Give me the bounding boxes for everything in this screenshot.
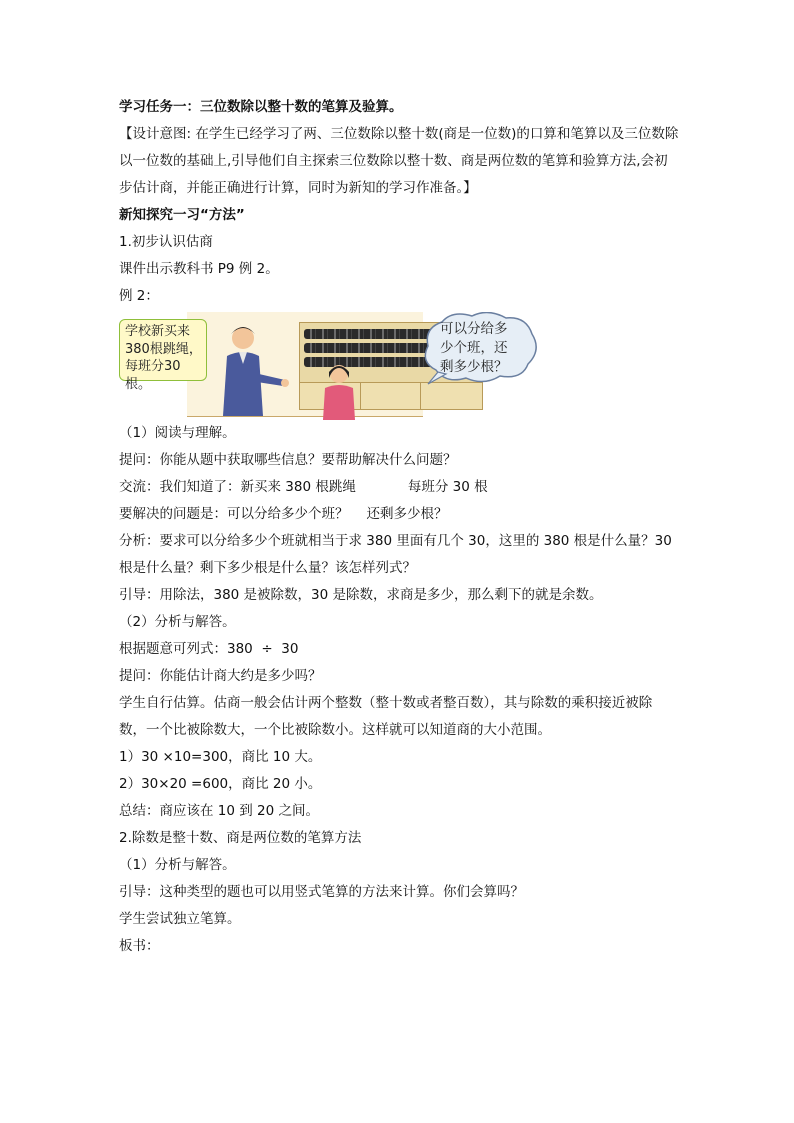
task-title: 学习任务一：三位数除以整十数的笔算及验算。 [119,99,403,115]
exchange-line [119,474,679,501]
board-label: 板书： [119,938,160,954]
problem-line [119,501,679,528]
estimate-step2: 2）30×20 =600，商比 20 小。 [119,776,322,792]
right-bubble-line: 少个班，还 [440,340,508,356]
item2-title: 2.除数是整十数、商是两位数的笔算方法 [119,830,362,846]
document-page [119,94,679,960]
classroom-scene [187,312,423,417]
item1-title: 1.初步认识估商 [119,234,213,250]
guide2: 引导：这种类型的题也可以用竖式笔算的方法来计算。你们会算吗？ [119,884,524,900]
right-thought-bubble [422,312,540,386]
exchange-part2: 每班分 30 根 [407,479,488,495]
step2-heading: （2）分析与解答。 [119,614,236,630]
problem-part2: 还剩多少根？ [366,506,448,522]
formula-line: 根据题意可列式：380 ÷ 30 [119,641,299,657]
question1: 提问：你能从题中获取哪些信息？要帮助解决什么问题？ [119,452,457,468]
summary-line: 总结：商应该在 10 到 20 之间。 [119,803,320,819]
step3-heading: （1）分析与解答。 [119,857,236,873]
example-illustration [119,312,549,416]
example-label: 例 2： [119,288,159,304]
analysis-paragraph: 分析：要求可以分给多少个班就相当于求 380 里面有几个 30，这里的 380 根是什么量？30 根是什么量？剩下多少根是什么量？该怎样列式？ [119,533,672,576]
step1-heading: （1）阅读与理解。 [119,425,236,441]
right-bubble-line: 剩多少根？ [440,359,508,375]
teacher-figure [209,316,289,416]
courseware-note: 课件出示教科书 P9 例 2。 [119,261,279,277]
section-heading: 新知探究一习“方法” [119,207,245,223]
exchange-part1: 交流：我们知道了：新买来 380 根跳绳 [119,479,356,495]
left-bubble-line: 每班分30根。 [125,359,181,392]
problem-part1: 要解决的问题是：可以分给多少个班？ [119,506,349,522]
left-speech-bubble [119,319,207,392]
design-intent: 【设计意图: 在学生已经学习了两、三位数除以整十数(商是一位数)的口算和笔算以及三位数除以一位数的基础上,引导他们自主探索三位数除以整十数、商是两位数的笔算和验算方法,会初步估计商，并能正确进行计算，同时为新知的学习作准备。】 [119,126,679,196]
estimate-step1: 1）30 ×10=300，商比 10 大。 [119,749,322,765]
question2: 提问：你能估计商大约是多少吗？ [119,668,322,684]
left-bubble-line: 学校新买来 [125,324,191,339]
student-figure [315,360,365,420]
estimate-paragraph: 学生自行估算。估商一般会估计两个整数（整十数或者整百数），其与除数的乘积接近被除数，一个比被除数大，一个比被除数小。这样就可以知道商的大小范围。 [119,695,653,738]
left-bubble-line: 380根跳绳， [125,341,202,357]
try-line: 学生尝试独立笔算。 [119,911,241,927]
right-bubble-line: 可以分给多 [440,321,508,337]
guide1: 引导：用除法，380 是被除数，30 是除数，求商是多少，那么剩下的就是余数。 [119,587,603,603]
